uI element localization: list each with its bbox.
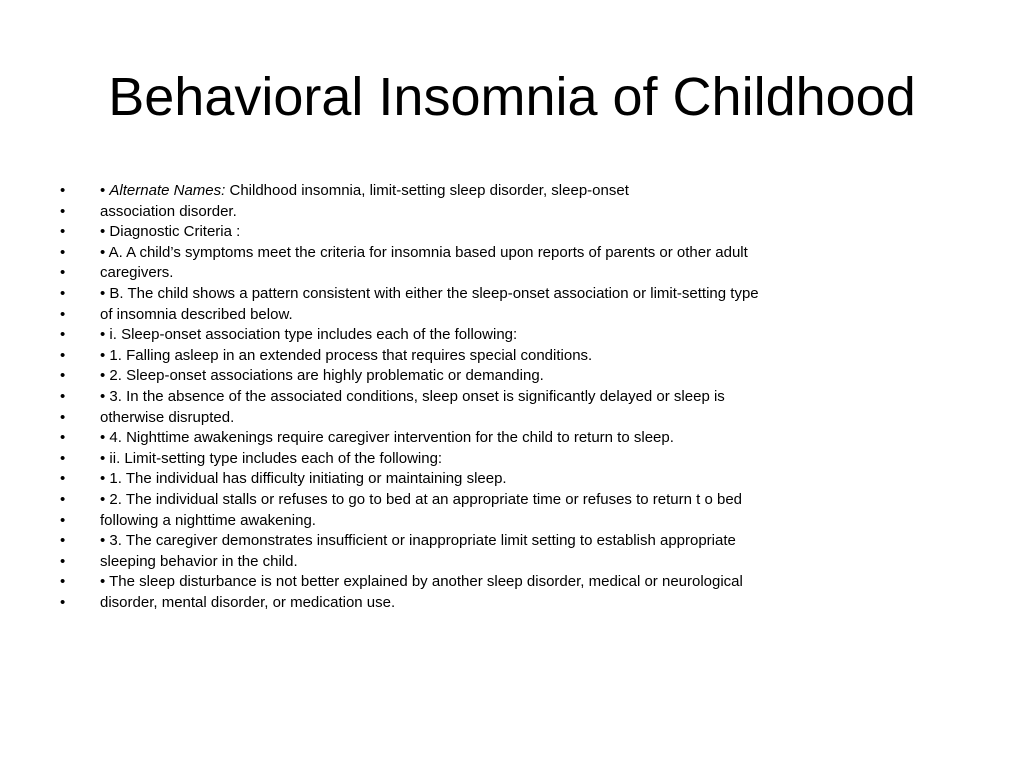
list-item-italic-label: Alternate Names: xyxy=(109,182,226,199)
bullet-icon: • xyxy=(60,387,66,405)
list-item xyxy=(0,572,1000,593)
list-item xyxy=(0,202,1000,223)
list-item xyxy=(0,387,1000,408)
bullet-icon: • xyxy=(60,202,66,220)
list-item-text: sleeping behavior in the child. xyxy=(100,552,298,570)
list-item-text: • 1. The individual has difficulty initiating or maintaining sleep. xyxy=(100,470,507,488)
bullet-icon: • xyxy=(60,243,66,261)
list-item-text: • The sleep disturbance is not better explained by another sleep disorder, medical or neurological xyxy=(100,573,743,591)
bullet-icon: • xyxy=(60,284,66,302)
list-item xyxy=(0,408,1000,429)
bullet-icon: • xyxy=(60,552,66,570)
list-item xyxy=(0,511,1000,532)
bullet-list xyxy=(0,181,1000,613)
list-item-text: • 2. Sleep-onset associations are highly problematic or demanding. xyxy=(100,367,544,385)
list-item xyxy=(0,490,1000,511)
list-item xyxy=(0,325,1000,346)
list-item xyxy=(0,263,1000,284)
list-item xyxy=(0,222,1000,243)
list-item-text: • 4. Nighttime awakenings require caregiver intervention for the child to return to sleep. xyxy=(100,429,674,447)
list-item xyxy=(0,531,1000,552)
bullet-icon: • xyxy=(60,367,66,385)
list-item-text xyxy=(100,181,629,202)
list-item-text: • 2. The individual stalls or refuses to go to bed at an appropriate time or refuses to return t o bed xyxy=(100,490,743,508)
list-item-text: • 3. In the absence of the associated conditions, sleep onset is significantly delayed or sleep is xyxy=(100,387,725,405)
list-item xyxy=(0,305,1000,326)
bullet-icon: • xyxy=(60,573,66,591)
list-item-text: following a nighttime awakening. xyxy=(100,511,316,529)
bullet-icon: • xyxy=(60,470,66,488)
list-item xyxy=(0,449,1000,470)
bullet-icon: • xyxy=(60,593,66,611)
list-item-body: Childhood insomnia, limit-setting sleep disorder, sleep-onset xyxy=(225,182,629,199)
list-item-text: • Diagnostic Criteria : xyxy=(100,223,241,241)
bullet-icon: • xyxy=(60,408,66,426)
bullet-icon: • xyxy=(60,346,66,364)
list-item xyxy=(0,593,1000,614)
list-item-text: • i. Sleep-onset association type includes each of the following: xyxy=(100,326,518,344)
list-item xyxy=(0,346,1000,367)
list-item xyxy=(0,552,1000,573)
bullet-icon: • xyxy=(60,264,66,282)
list-item xyxy=(0,181,1000,202)
list-item xyxy=(0,366,1000,387)
list-item xyxy=(0,243,1000,264)
bullet-icon: • xyxy=(60,449,66,467)
bullet-icon: • xyxy=(60,490,66,508)
list-item-text: • A. A child’s symptoms meet the criteria for insomnia based upon reports of parents or other adult xyxy=(100,243,748,261)
bullet-icon: • xyxy=(60,532,66,550)
bullet-icon: • xyxy=(60,511,66,529)
list-item-text: disorder, mental disorder, or medication use. xyxy=(100,593,396,611)
list-item xyxy=(0,469,1000,490)
bullet-icon: • xyxy=(60,326,66,344)
list-item-text: • ii. Limit-setting type includes each of the following: xyxy=(100,449,443,467)
list-item-text: otherwise disrupted. xyxy=(100,408,235,426)
list-item-prefix: • xyxy=(100,182,110,199)
list-item-text: association disorder. xyxy=(100,202,237,220)
list-item xyxy=(0,428,1000,449)
list-item-text: • B. The child shows a pattern consistent with either the sleep-onset association or limit-setting type xyxy=(100,284,759,302)
list-item-text: • 3. The caregiver demonstrates insufficient or inappropriate limit setting to establish appropriate xyxy=(100,532,736,550)
list-item-text: • 1. Falling asleep in an extended process that requires special conditions. xyxy=(100,346,593,364)
bullet-icon: • xyxy=(60,182,66,199)
bullet-icon: • xyxy=(60,305,66,323)
bullet-icon: • xyxy=(60,223,66,241)
list-item-text: caregivers. xyxy=(100,264,174,282)
slide-title: Behavioral Insomnia of Childhood xyxy=(108,67,916,127)
bullet-icon: • xyxy=(60,429,66,447)
list-item-text: of insomnia described below. xyxy=(100,305,293,323)
list-item xyxy=(0,284,1000,305)
